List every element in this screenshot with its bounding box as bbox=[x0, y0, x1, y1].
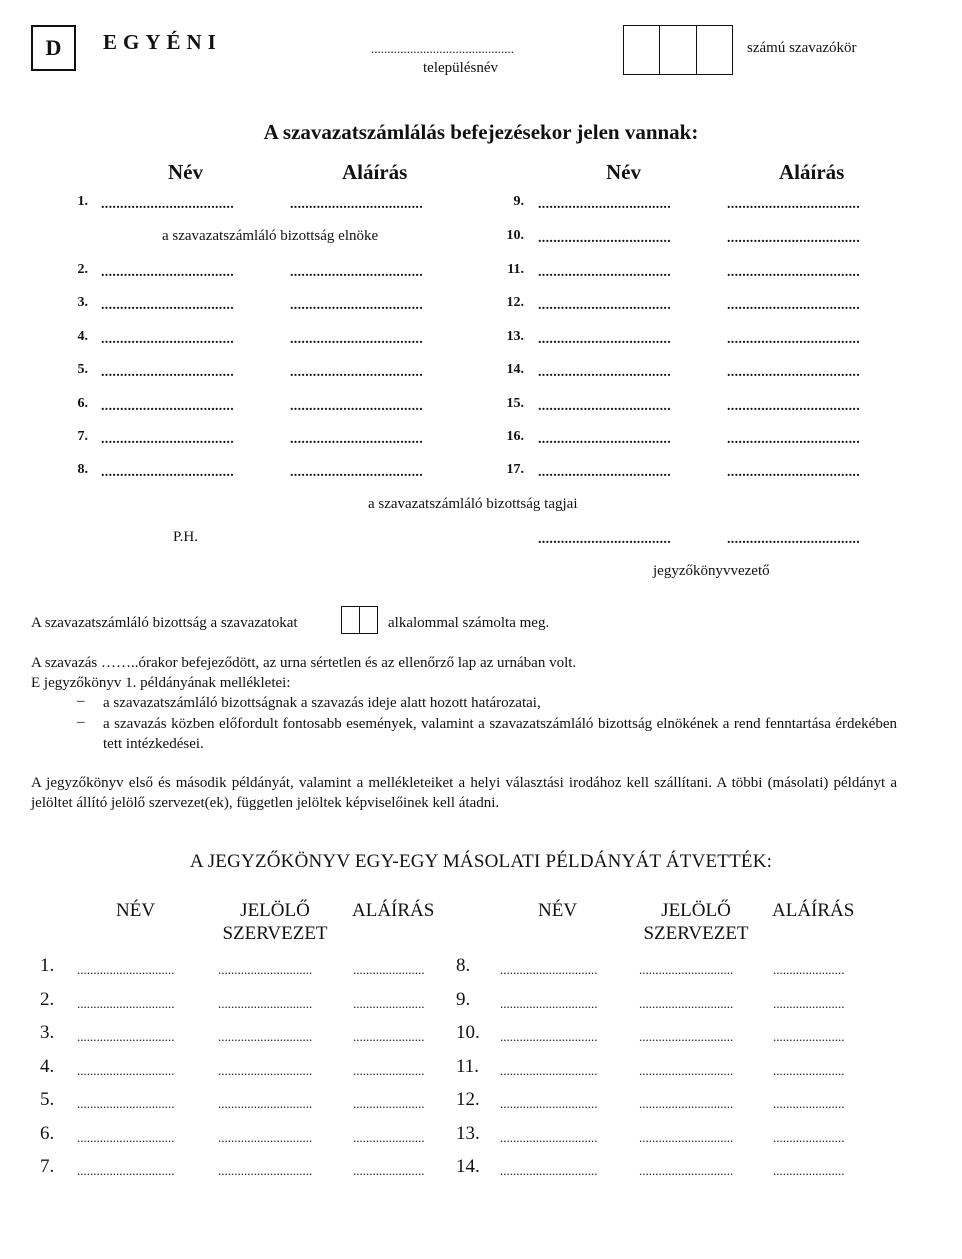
copy-org-field[interactable]: ............................. bbox=[218, 1096, 313, 1111]
copy-name-field[interactable]: .............................. bbox=[77, 996, 175, 1011]
copy-org-field[interactable]: ............................. bbox=[639, 1163, 734, 1178]
copy-org-field[interactable]: ............................. bbox=[639, 996, 734, 1011]
copy-row-number: 3. bbox=[40, 1022, 55, 1043]
copy-name-field[interactable]: .............................. bbox=[500, 1029, 598, 1044]
members-label: a szavazatszámláló bizottság tagjai bbox=[368, 496, 578, 512]
copy-name-field[interactable]: .............................. bbox=[77, 1130, 175, 1145]
copy-sign-field[interactable]: ...................... bbox=[353, 962, 425, 977]
member-sign-field[interactable]: ................................... bbox=[727, 231, 860, 246]
recorder-sign-field[interactable]: ................................... bbox=[727, 532, 860, 547]
member-name-field[interactable]: ................................... bbox=[538, 432, 671, 447]
copies-header-org-right bbox=[639, 899, 753, 945]
copy-row-number: 8. bbox=[456, 955, 471, 976]
attachments-heading: E jegyzőkönyv 1. példányának mellékletei: bbox=[31, 675, 291, 691]
copy-name-field[interactable]: .............................. bbox=[500, 1130, 598, 1145]
member-name-field[interactable]: ................................... bbox=[101, 432, 234, 447]
member-sign-field[interactable]: ................................... bbox=[727, 265, 860, 280]
member-name-field[interactable]: ................................... bbox=[101, 298, 234, 313]
col-header-name-left: Név bbox=[168, 160, 203, 184]
member-name-field[interactable]: ................................... bbox=[538, 399, 671, 414]
copy-sign-field[interactable]: ...................... bbox=[773, 996, 845, 1011]
copy-org-field[interactable]: ............................. bbox=[218, 1029, 313, 1044]
district-digit-box[interactable] bbox=[697, 26, 732, 74]
member-number: 6. bbox=[77, 396, 88, 411]
member-sign-field[interactable]: ................................... bbox=[727, 399, 860, 414]
member-name-field[interactable]: ................................... bbox=[538, 298, 671, 313]
copy-org-field[interactable]: ............................. bbox=[218, 962, 313, 977]
recorder-label: jegyzőkönyvvezető bbox=[653, 563, 770, 579]
member-number: 10. bbox=[506, 228, 524, 243]
copy-row-number: 14. bbox=[456, 1156, 480, 1177]
copy-sign-field[interactable]: ...................... bbox=[353, 1063, 425, 1078]
org-header-line2: SZERVEZET bbox=[222, 923, 328, 944]
copy-row-number: 6. bbox=[40, 1123, 55, 1144]
copy-sign-field[interactable]: ...................... bbox=[353, 996, 425, 1011]
copy-name-field[interactable]: .............................. bbox=[77, 1096, 175, 1111]
copies-header-org-left bbox=[218, 899, 332, 945]
copy-org-field[interactable]: ............................. bbox=[639, 1063, 734, 1078]
copy-sign-field[interactable]: ...................... bbox=[773, 1163, 845, 1178]
copy-name-field[interactable]: .............................. bbox=[500, 1063, 598, 1078]
member-sign-field[interactable]: ................................... bbox=[290, 332, 423, 347]
member-number: 16. bbox=[506, 429, 524, 444]
copy-org-field[interactable]: ............................. bbox=[218, 1163, 313, 1178]
copy-sign-field[interactable]: ...................... bbox=[773, 962, 845, 977]
copy-row-number: 10. bbox=[456, 1022, 480, 1043]
copy-name-field[interactable]: .............................. bbox=[77, 1029, 175, 1044]
member-number: 12. bbox=[506, 295, 524, 310]
district-label: számú szavazókör bbox=[747, 40, 857, 56]
attachment-item-1: a szavazatszámláló bizottságnak a szavazás ideje alatt hozott határozatai, bbox=[103, 695, 541, 711]
copy-row-number: 1. bbox=[40, 955, 55, 976]
chair-label: a szavazatszámláló bizottság elnöke bbox=[162, 228, 379, 244]
member-number: 8. bbox=[77, 462, 88, 477]
copy-org-field[interactable]: ............................. bbox=[639, 1029, 734, 1044]
copy-sign-field[interactable]: ...................... bbox=[353, 1029, 425, 1044]
member-sign-field[interactable]: ................................... bbox=[727, 365, 860, 380]
member-sign-field[interactable]: ................................... bbox=[727, 432, 860, 447]
copy-name-field[interactable]: .............................. bbox=[77, 1063, 175, 1078]
copy-sign-field[interactable]: ...................... bbox=[353, 1163, 425, 1178]
copy-row-number: 7. bbox=[40, 1156, 55, 1177]
count-text-before: A szavazatszámláló bizottság a szavazatokat bbox=[31, 615, 298, 631]
member-name-field[interactable]: ................................... bbox=[101, 265, 234, 280]
copy-name-field[interactable]: .............................. bbox=[500, 996, 598, 1011]
member-number: 14. bbox=[506, 362, 524, 377]
member-sign-field[interactable]: ................................... bbox=[290, 365, 423, 380]
copies-header-sign-right: ALÁÍRÁS bbox=[772, 900, 855, 921]
member-name-field[interactable]: ................................... bbox=[538, 197, 671, 212]
member-sign-field[interactable]: ................................... bbox=[727, 332, 860, 347]
member-number: 11. bbox=[507, 262, 524, 277]
copy-sign-field[interactable]: ...................... bbox=[773, 1130, 845, 1145]
member-number: 17. bbox=[506, 462, 524, 477]
copy-org-field[interactable]: ............................. bbox=[639, 1096, 734, 1111]
member-name-field[interactable]: ................................... bbox=[101, 465, 234, 480]
copy-name-field[interactable]: .............................. bbox=[500, 1163, 598, 1178]
member-name-field[interactable]: ................................... bbox=[538, 332, 671, 347]
stamp-label: P.H. bbox=[173, 529, 199, 545]
copy-row-number: 5. bbox=[40, 1089, 55, 1110]
member-number: 2. bbox=[77, 262, 88, 277]
copy-org-field[interactable]: ............................. bbox=[218, 1130, 313, 1145]
member-number: 7. bbox=[77, 429, 88, 444]
member-sign-field[interactable]: ................................... bbox=[727, 197, 860, 212]
copy-sign-field[interactable]: ...................... bbox=[353, 1096, 425, 1111]
dash-bullet: – bbox=[77, 714, 85, 730]
district-number-boxes[interactable] bbox=[623, 25, 733, 75]
copy-org-field[interactable]: ............................. bbox=[639, 962, 734, 977]
form-letter-box: D bbox=[31, 25, 76, 71]
member-sign-field[interactable]: ................................... bbox=[290, 298, 423, 313]
member-number: 5. bbox=[77, 362, 88, 377]
copy-row-number: 4. bbox=[40, 1056, 55, 1077]
org-header-line1: JELÖLŐ bbox=[240, 900, 310, 921]
count-digit-box[interactable] bbox=[342, 607, 360, 633]
col-header-sign-left: Aláírás bbox=[342, 160, 408, 184]
copy-sign-field[interactable]: ...................... bbox=[353, 1130, 425, 1145]
member-name-field[interactable]: ................................... bbox=[101, 365, 234, 380]
member-sign-field[interactable]: ................................... bbox=[290, 399, 423, 414]
copy-name-field[interactable]: .............................. bbox=[500, 1096, 598, 1111]
org-header-line2: SZERVEZET bbox=[643, 923, 749, 944]
member-number: 9. bbox=[513, 194, 524, 209]
copies-title: A JEGYZŐKÖNYV EGY-EGY MÁSOLATI PÉLDÁNYÁT ÁTVETTÉK: bbox=[189, 851, 773, 872]
member-sign-field[interactable]: ................................... bbox=[727, 298, 860, 313]
settlement-label: településnév bbox=[423, 60, 498, 76]
copy-org-field[interactable]: ............................. bbox=[218, 996, 313, 1011]
copy-sign-field[interactable]: ...................... bbox=[773, 1029, 845, 1044]
count-digit-box[interactable] bbox=[360, 607, 377, 633]
member-sign-field[interactable]: ................................... bbox=[727, 465, 860, 480]
copy-sign-field[interactable]: ...................... bbox=[773, 1096, 845, 1111]
count-boxes[interactable] bbox=[341, 606, 378, 634]
member-number: 3. bbox=[77, 295, 88, 310]
copies-header-sign-left: ALÁÍRÁS bbox=[352, 900, 435, 921]
form-type-title: EGYÉNI bbox=[103, 30, 222, 54]
member-sign-field[interactable]: ................................... bbox=[290, 465, 423, 480]
member-number: 15. bbox=[506, 396, 524, 411]
member-number: 1. bbox=[77, 194, 88, 209]
recorder-name-field[interactable]: ................................... bbox=[538, 532, 671, 547]
present-title: A szavazatszámlálás befejezésekor jelen vannak: bbox=[263, 120, 699, 144]
org-header-line1: JELÖLŐ bbox=[661, 900, 731, 921]
member-number: 13. bbox=[506, 329, 524, 344]
member-sign-field[interactable]: ................................... bbox=[290, 265, 423, 280]
delivery-paragraph: A jegyzőkönyv első és második példányát, valamint a mellékleteiket a helyi választási irodához kell szállítani. A többi (másolati) példányt a jelöltet állító jelölő szervezet(ek), független jelöltek képviselőinek kell átadni. bbox=[31, 775, 897, 811]
member-number: 4. bbox=[77, 329, 88, 344]
col-header-sign-right: Aláírás bbox=[779, 160, 845, 184]
copy-org-field[interactable]: ............................. bbox=[639, 1130, 734, 1145]
copy-row-number: 9. bbox=[456, 989, 471, 1010]
count-text-after: alkalommal számolta meg. bbox=[388, 615, 550, 631]
district-digit-box[interactable] bbox=[660, 26, 696, 74]
member-sign-field[interactable]: ................................... bbox=[290, 197, 423, 212]
copy-name-field[interactable]: .............................. bbox=[77, 962, 175, 977]
copy-row-number: 11. bbox=[456, 1056, 480, 1077]
copies-header-name-left: NÉV bbox=[116, 900, 156, 921]
copy-row-number: 12. bbox=[456, 1089, 480, 1110]
member-name-field[interactable]: ................................... bbox=[101, 399, 234, 414]
copy-name-field[interactable]: .............................. bbox=[500, 962, 598, 977]
col-header-name-right: Név bbox=[606, 160, 641, 184]
member-name-field[interactable]: ................................... bbox=[101, 197, 234, 212]
copy-org-field[interactable]: ............................. bbox=[218, 1063, 313, 1078]
member-name-field[interactable]: ................................... bbox=[538, 231, 671, 246]
district-digit-box[interactable] bbox=[624, 26, 660, 74]
member-name-field[interactable]: ................................... bbox=[538, 365, 671, 380]
settlement-field[interactable]: ............................................ bbox=[371, 41, 514, 56]
member-name-field[interactable]: ................................... bbox=[538, 265, 671, 280]
copy-sign-field[interactable]: ...................... bbox=[773, 1063, 845, 1078]
copy-name-field[interactable]: .............................. bbox=[77, 1163, 175, 1178]
member-sign-field[interactable]: ................................... bbox=[290, 432, 423, 447]
copy-row-number: 13. bbox=[456, 1123, 480, 1144]
end-time-paragraph: A szavazás ……..órakor befejeződött, az urna sértetlen és az ellenőrző lap az urnában volt. bbox=[31, 655, 577, 671]
dash-bullet: – bbox=[77, 693, 85, 709]
copy-row-number: 2. bbox=[40, 989, 55, 1010]
member-name-field[interactable]: ................................... bbox=[538, 465, 671, 480]
member-name-field[interactable]: ................................... bbox=[101, 332, 234, 347]
copies-header-name-right: NÉV bbox=[538, 900, 578, 921]
attachment-item-2: a szavazás közben előfordult fontosabb események, valamint a szavazatszámláló bizottság elnökének a rend fenntartása érdekében tett intézkedései. bbox=[103, 716, 897, 752]
